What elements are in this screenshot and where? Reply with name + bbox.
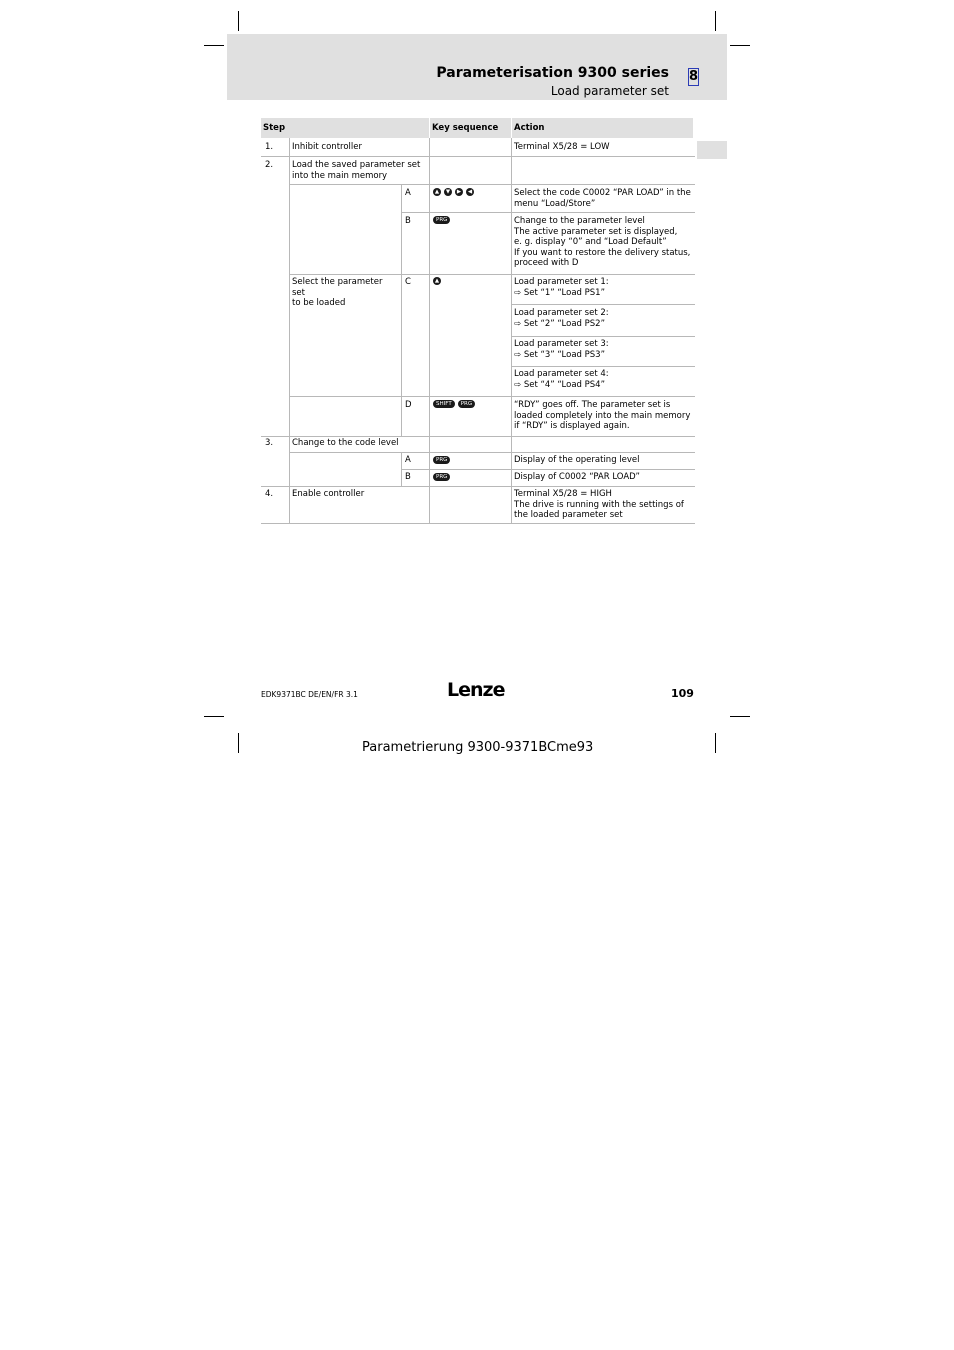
step-number: 1. [265,142,274,152]
step-text: Inhibit controller [292,142,362,152]
step-action: Terminal X5/28 = LOW [514,142,610,152]
grid-line [401,184,402,436]
step-number: 3. [265,438,274,448]
grid-line [261,486,695,487]
chapter-number[interactable]: 8 [689,69,699,84]
substep-letter: B [405,216,411,226]
step-action: Display of the operating level [514,455,640,465]
right-arrow-key-icon: ▶ [456,189,462,195]
grid-line [401,469,695,470]
prg-key-icon: PRG [433,216,450,224]
grid-line [289,184,695,185]
grid-line [289,396,695,397]
key-sequence [431,277,443,285]
substep-letter: C [405,277,411,287]
down-arrow-key-icon: ▼ [445,189,451,195]
section-title: Load parameter set [550,84,669,98]
up-arrow-key-icon: ▲ [434,278,440,284]
substep-letter: D [405,400,412,410]
crop-mark [715,11,716,31]
crop-mark [204,716,224,717]
prg-key-icon: PRG [433,456,450,464]
chapter-title: Parameterisation 9300 series [436,65,669,81]
parameter-set-option: Load parameter set 2: ⇨ Set “2” “Load PS2” [514,308,609,329]
key-sequence [431,456,452,464]
step-text: Select the parameter set to be loaded [292,277,383,308]
side-tab [697,141,727,159]
grid-line [261,156,695,157]
step-number: 2. [265,160,274,170]
grid-line [289,138,290,524]
grid-line [511,336,695,337]
header-action: Action [512,118,693,138]
step-action: Select the code C0002 “PAR LOAD” in the menu “Load/Store” [514,188,691,209]
crop-mark [730,45,750,46]
substep-letter: A [405,455,411,465]
step-action: Terminal X5/28 = HIGH The drive is running with the settings of the loaded parameter set [514,489,684,520]
grid-line [261,523,695,524]
key-sequence [431,216,452,224]
step-text: Load the saved parameter set into the main memory [292,160,421,181]
step-action: Display of C0002 “PAR LOAD” [514,472,640,482]
substep-letter: B [405,472,411,482]
step-number: 4. [265,489,274,499]
grid-line [511,366,695,367]
shift-key-icon: SHIFT [433,400,455,408]
left-arrow-key-icon: ◀ [467,189,473,195]
key-sequence [431,188,476,196]
grid-line [401,212,695,213]
step-action: “RDY” goes off. The parameter set is loaded completely into the main memory if “RDY” is displayed again. [514,400,691,431]
up-arrow-key-icon: ▲ [434,189,440,195]
crop-mark [238,11,239,31]
document-id: EDK9371BC DE/EN/FR 3.1 [261,690,358,699]
lenze-logo: Lenze [447,679,505,701]
file-caption: Parametrierung 9300-9371BCme93 [362,740,594,755]
grid-line [511,304,695,305]
key-sequence [431,400,477,408]
prg-key-icon: PRG [458,400,475,408]
header-key-sequence: Key sequence [430,118,511,138]
substep-letter: A [405,188,411,198]
crop-mark [730,716,750,717]
key-sequence [431,473,452,481]
header-step: Step [261,118,429,138]
grid-line [261,436,695,437]
step-action: Change to the parameter level The active parameter set is displayed, e. g. display “0” and “Load Default” If you want to restore the delivery status, proceed with D [514,216,691,268]
crop-mark [204,45,224,46]
crop-mark [238,733,239,753]
grid-line [289,274,695,275]
page-number: 109 [671,687,694,700]
procedure-table [261,118,695,524]
step-text: Change to the code level [292,438,399,448]
grid-line [289,452,695,453]
grid-line [429,138,430,524]
step-text: Enable controller [292,489,365,499]
crop-mark [715,733,716,753]
parameter-set-option: Load parameter set 1: ⇨ Set “1” “Load PS1” [514,277,609,298]
parameter-set-option: Load parameter set 4: ⇨ Set “4” “Load PS4” [514,369,609,390]
parameter-set-option: Load parameter set 3: ⇨ Set “3” “Load PS3” [514,339,609,360]
prg-key-icon: PRG [433,473,450,481]
